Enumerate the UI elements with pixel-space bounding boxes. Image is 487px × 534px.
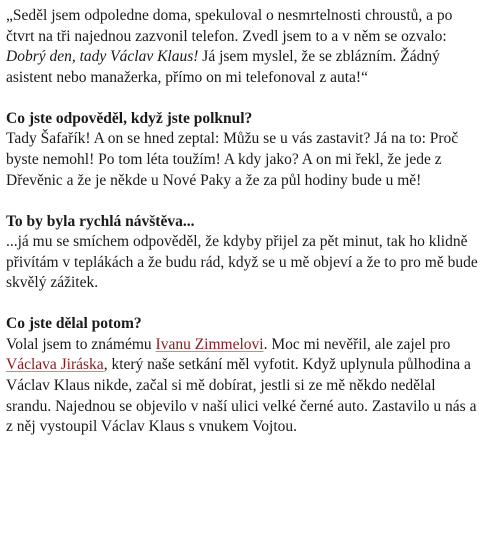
interview-answer: Tady Šafařík! A on se hned zeptal: Můžu se u vás zastavit? Já na to: Proč byste nemohl! Po tom léta toužím! A kdy jako? A on mi řekl, že jede z Dřevěnic a že je někde u Nové Paky a že za půl hodiny bude u mě! xyxy=(6,130,459,189)
intro-text-end: Já jsem myslel, že se zblázním. Žádný asistent nebo manažerka, přímo on mi telefonoval z auta!“ xyxy=(6,48,440,86)
answer-text: , který naše setkání měl vyfotit. Když uplynula půlhodina a Václav Klaus nikde, začal si mě dobírat, jestli si ze mě někdo nedělal srandu. Najednou se objevilo v naší ulici velké černé auto. Zastavilo u nás a z něj vystoupil Václav Klaus s vnukem Vojtou. xyxy=(6,356,477,436)
interview-question: Co jste odpověděl, když jste polknul? xyxy=(6,109,253,127)
qa-block-2 xyxy=(6,212,481,294)
qa-block-3 xyxy=(6,314,481,438)
intro-text: „Seděl jsem odpoledne doma, spekuloval o nesmrtelnosti chroustů, a po čtvrt na tři najednou zazvonil telefon. Zvedl jsem to a v něm se ozvalo: xyxy=(6,7,453,45)
qa-block-1 xyxy=(6,109,481,191)
intro-quote: Dobrý den, tady Václav Klaus! xyxy=(6,48,199,66)
interview-question: Co jste dělal potom? xyxy=(6,315,142,333)
interview-answer: ...já mu se smíchem odpověděl, že kdyby přijel za pět minut, tak ho klidně přivítám v teplákách a že budu rád, když se u mě objeví a že to pro mě bude skvělý zážitek. xyxy=(6,233,478,292)
person-link-vaclav-jirasek[interactable]: Václava Jiráska xyxy=(6,356,104,374)
answer-text: . Moc mi nevěřil, ale zajel pro xyxy=(263,335,451,353)
answer-text: Volal jsem to známému xyxy=(6,335,156,353)
intro-paragraph xyxy=(6,6,481,88)
interview-answer xyxy=(6,336,476,435)
person-link-ivan-zimmel[interactable]: Ivanu Zimmelovi xyxy=(155,335,264,353)
interview-question: To by byla rychlá návštěva... xyxy=(6,212,195,230)
